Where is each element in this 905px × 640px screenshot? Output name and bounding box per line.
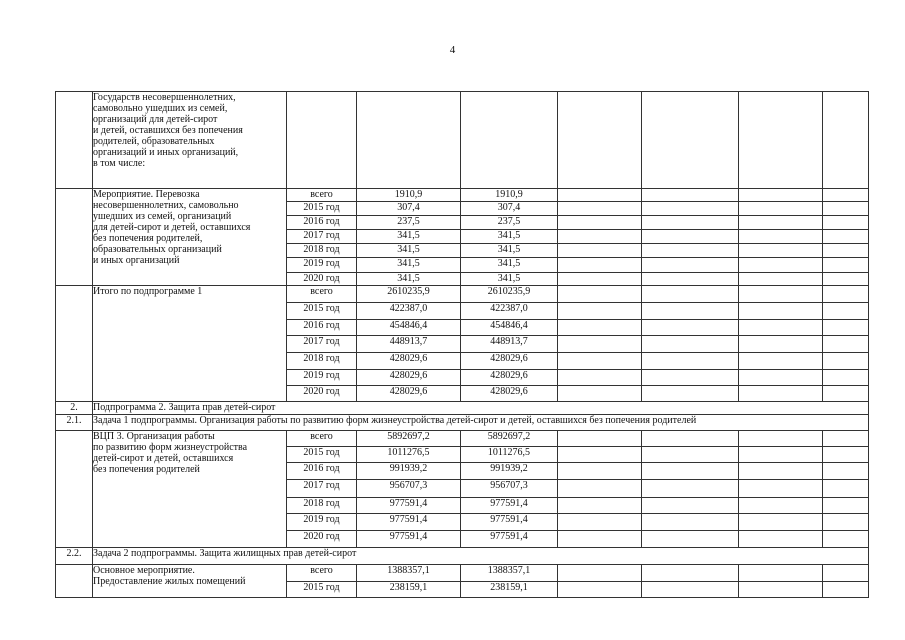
empty-cell <box>642 480 739 498</box>
empty-cell <box>642 244 739 258</box>
empty-cell <box>642 273 739 286</box>
empty-cell <box>739 230 823 244</box>
empty-cell <box>739 431 823 447</box>
amount-cell: 428029,6 <box>357 386 461 402</box>
empty-cell <box>823 370 869 386</box>
row-number-cell: 2.1. <box>56 415 93 431</box>
empty-cell <box>642 320 739 336</box>
amount-cell: 977591,4 <box>461 514 558 531</box>
year-cell: 2018 год <box>287 353 357 370</box>
empty-cell <box>642 514 739 531</box>
amount-cell: 1910,9 <box>461 189 558 202</box>
description-line: Основное мероприятие. <box>93 565 195 576</box>
description-line: Государств несовершеннолетних, <box>93 92 236 103</box>
empty-cell <box>823 273 869 286</box>
empty-cell <box>558 230 642 244</box>
description-line: родителей, образовательных <box>93 136 215 147</box>
description-line: организаций и иных организаций, <box>93 147 239 158</box>
year-cell: 2015 год <box>287 202 357 216</box>
row-number-cell <box>56 565 93 598</box>
empty-cell <box>642 92 739 189</box>
year-cell: 2020 год <box>287 273 357 286</box>
amount-cell: 428029,6 <box>461 386 558 402</box>
empty-cell <box>558 244 642 258</box>
year-cell: 2015 год <box>287 447 357 463</box>
description-line: для детей-сирот и детей, оставшихся <box>93 222 251 233</box>
year-cell: 2019 год <box>287 258 357 273</box>
empty-cell <box>739 303 823 320</box>
empty-cell <box>739 202 823 216</box>
total_sub1-row <box>56 286 869 303</box>
housing-row <box>56 565 869 582</box>
section-title-cell: Подпрограмма 2. Защита прав детей-сирот <box>93 402 869 415</box>
empty-cell <box>642 370 739 386</box>
empty-cell <box>642 336 739 353</box>
empty-cell <box>739 353 823 370</box>
empty-cell <box>642 463 739 480</box>
empty-cell <box>739 370 823 386</box>
empty-cell <box>823 230 869 244</box>
empty-cell <box>558 498 642 514</box>
empty-cell <box>823 258 869 273</box>
amount-cell: 341,5 <box>357 273 461 286</box>
description-line: без попечения родителей, <box>93 233 203 244</box>
empty-cell <box>642 230 739 244</box>
empty-cell <box>558 514 642 531</box>
amount-cell: 307,4 <box>357 202 461 216</box>
year-cell: 2015 год <box>287 303 357 320</box>
year-cell: всего <box>287 431 357 447</box>
empty-cell <box>739 92 823 189</box>
empty-cell <box>558 480 642 498</box>
amount-cell: 237,5 <box>461 216 558 230</box>
empty-cell <box>823 244 869 258</box>
amount-cell: 977591,4 <box>461 531 558 548</box>
description-line: без попечения родителей <box>93 464 200 475</box>
amount-cell: 341,5 <box>357 258 461 273</box>
description-line: по развитию форм жизнеустройства <box>93 442 248 453</box>
empty-cell <box>357 92 461 189</box>
year-cell: всего <box>287 286 357 303</box>
empty-cell <box>823 189 869 202</box>
amount-cell: 341,5 <box>461 258 558 273</box>
amount-cell: 237,5 <box>357 216 461 230</box>
amount-cell: 341,5 <box>461 244 558 258</box>
year-cell: 2018 год <box>287 244 357 258</box>
empty-cell <box>558 370 642 386</box>
year-cell: 2019 год <box>287 514 357 531</box>
empty-cell <box>642 286 739 303</box>
amount-cell: 1388357,1 <box>357 565 461 582</box>
empty-cell <box>739 447 823 463</box>
empty-cell <box>287 92 357 189</box>
empty-cell <box>558 386 642 402</box>
empty-cell <box>642 386 739 402</box>
empty-cell <box>739 189 823 202</box>
description-line: в том числе: <box>93 158 146 169</box>
empty-cell <box>823 582 869 598</box>
year-cell: 2016 год <box>287 320 357 336</box>
description-cell <box>93 431 287 548</box>
year-cell: всего <box>287 189 357 202</box>
description-line: и детей, оставшихся без попечения <box>93 125 243 136</box>
empty-cell <box>739 244 823 258</box>
empty-cell <box>558 431 642 447</box>
empty-cell <box>558 303 642 320</box>
empty-cell <box>558 320 642 336</box>
empty-cell <box>739 582 823 598</box>
empty-cell <box>642 216 739 230</box>
empty-cell <box>558 565 642 582</box>
row-number-cell <box>56 431 93 548</box>
amount-cell: 341,5 <box>357 230 461 244</box>
empty-cell <box>823 386 869 402</box>
amount-cell: 307,4 <box>461 202 558 216</box>
empty-cell <box>642 303 739 320</box>
year-cell: всего <box>287 565 357 582</box>
empty-cell <box>739 514 823 531</box>
empty-cell <box>739 386 823 402</box>
amount-cell: 341,5 <box>461 273 558 286</box>
amount-cell: 341,5 <box>357 244 461 258</box>
description-cell <box>93 565 287 598</box>
year-cell: 2015 год <box>287 582 357 598</box>
description-line: несовершеннолетних, самовольно <box>93 200 239 211</box>
empty-cell <box>823 336 869 353</box>
empty-cell <box>642 189 739 202</box>
amount-cell: 448913,7 <box>461 336 558 353</box>
empty-cell <box>558 92 642 189</box>
empty-cell <box>558 353 642 370</box>
task22-row <box>56 548 869 565</box>
empty-cell <box>642 431 739 447</box>
task21-row <box>56 415 869 431</box>
description-cell <box>93 92 287 189</box>
row-number-cell: 2. <box>56 402 93 415</box>
year-cell: 2019 год <box>287 370 357 386</box>
empty-cell <box>642 353 739 370</box>
empty-cell <box>823 303 869 320</box>
event_transport-row <box>56 189 869 202</box>
amount-cell: 428029,6 <box>461 370 558 386</box>
empty-cell <box>823 565 869 582</box>
amount-cell: 991939,2 <box>461 463 558 480</box>
page-number: 4 <box>449 44 456 56</box>
description-line: и иных организаций <box>93 255 180 266</box>
empty-cell <box>739 258 823 273</box>
intro-row <box>56 92 869 189</box>
empty-cell <box>558 202 642 216</box>
empty-cell <box>823 92 869 189</box>
description-line: ушедших из семей, организаций <box>93 211 232 222</box>
section-title-cell: Задача 2 подпрограммы. Защита жилищных прав детей-сирот <box>93 548 869 565</box>
empty-cell <box>823 216 869 230</box>
amount-cell: 1910,9 <box>357 189 461 202</box>
empty-cell <box>823 353 869 370</box>
row-number-cell <box>56 286 93 402</box>
amount-cell: 428029,6 <box>357 353 461 370</box>
empty-cell <box>823 286 869 303</box>
sub2-row <box>56 402 869 415</box>
empty-cell <box>823 514 869 531</box>
amount-cell: 448913,7 <box>357 336 461 353</box>
empty-cell <box>739 286 823 303</box>
year-cell: 2016 год <box>287 216 357 230</box>
empty-cell <box>823 447 869 463</box>
empty-cell <box>823 431 869 447</box>
amount-cell: 991939,2 <box>357 463 461 480</box>
empty-cell <box>739 463 823 480</box>
description-line: Мероприятие. Перевозка <box>93 189 200 200</box>
empty-cell <box>642 565 739 582</box>
amount-cell: 1011276,5 <box>461 447 558 463</box>
empty-cell <box>642 258 739 273</box>
empty-cell <box>558 286 642 303</box>
description-line: самовольно ушедших из семей, <box>93 103 228 114</box>
amount-cell: 428029,6 <box>357 370 461 386</box>
empty-cell <box>558 216 642 230</box>
amount-cell: 454846,4 <box>357 320 461 336</box>
amount-cell: 5892697,2 <box>357 431 461 447</box>
description-line: ВЦП 3. Организация работы <box>93 431 215 442</box>
empty-cell <box>642 531 739 548</box>
amount-cell: 454846,4 <box>461 320 558 336</box>
empty-cell <box>739 565 823 582</box>
empty-cell <box>739 480 823 498</box>
empty-cell <box>558 582 642 598</box>
amount-cell: 428029,6 <box>461 353 558 370</box>
description-line: организаций для детей-сирот <box>93 114 218 125</box>
empty-cell <box>642 447 739 463</box>
amount-cell: 5892697,2 <box>461 431 558 447</box>
year-cell: 2016 год <box>287 463 357 480</box>
amount-cell: 2610235,9 <box>357 286 461 303</box>
empty-cell <box>558 531 642 548</box>
empty-cell <box>823 320 869 336</box>
empty-cell <box>558 273 642 286</box>
empty-cell <box>642 498 739 514</box>
row-number-cell <box>56 92 93 189</box>
empty-cell <box>739 273 823 286</box>
budget-table <box>55 91 869 598</box>
amount-cell: 956707,3 <box>357 480 461 498</box>
empty-cell <box>558 258 642 273</box>
empty-cell <box>739 216 823 230</box>
year-cell: 2020 год <box>287 386 357 402</box>
empty-cell <box>558 189 642 202</box>
empty-cell <box>461 92 558 189</box>
description-cell: Итого по подпрограмме 1 <box>93 286 287 402</box>
empty-cell <box>739 498 823 514</box>
empty-cell <box>558 463 642 480</box>
section-title-cell: Задача 1 подпрограммы. Организация работы по развитию форм жизнеустройства детей-сирот и детей, оставшихся без попечения родителей <box>93 415 869 431</box>
empty-cell <box>823 480 869 498</box>
row-number-cell: 2.2. <box>56 548 93 565</box>
amount-cell: 977591,4 <box>357 498 461 514</box>
empty-cell <box>823 531 869 548</box>
amount-cell: 341,5 <box>461 230 558 244</box>
description-line: детей-сирот и детей, оставшихся <box>93 453 234 464</box>
empty-cell <box>558 447 642 463</box>
amount-cell: 977591,4 <box>357 531 461 548</box>
empty-cell <box>823 463 869 480</box>
amount-cell: 2610235,9 <box>461 286 558 303</box>
description-line: образовательных организаций <box>93 244 222 255</box>
empty-cell <box>642 582 739 598</box>
empty-cell <box>739 320 823 336</box>
year-cell: 2018 год <box>287 498 357 514</box>
amount-cell: 238159,1 <box>461 582 558 598</box>
description-cell <box>93 189 287 286</box>
empty-cell <box>642 202 739 216</box>
year-cell: 2020 год <box>287 531 357 548</box>
empty-cell <box>558 336 642 353</box>
year-cell: 2017 год <box>287 336 357 353</box>
amount-cell: 977591,4 <box>461 498 558 514</box>
amount-cell: 956707,3 <box>461 480 558 498</box>
amount-cell: 1011276,5 <box>357 447 461 463</box>
empty-cell <box>739 336 823 353</box>
amount-cell: 977591,4 <box>357 514 461 531</box>
vcp3-row <box>56 431 869 447</box>
empty-cell <box>823 202 869 216</box>
description-line: Предоставление жилых помещений <box>93 576 246 587</box>
amount-cell: 1388357,1 <box>461 565 558 582</box>
amount-cell: 238159,1 <box>357 582 461 598</box>
empty-cell <box>739 531 823 548</box>
row-number-cell <box>56 189 93 286</box>
year-cell: 2017 год <box>287 480 357 498</box>
amount-cell: 422387,0 <box>461 303 558 320</box>
amount-cell: 422387,0 <box>357 303 461 320</box>
year-cell: 2017 год <box>287 230 357 244</box>
empty-cell <box>823 498 869 514</box>
